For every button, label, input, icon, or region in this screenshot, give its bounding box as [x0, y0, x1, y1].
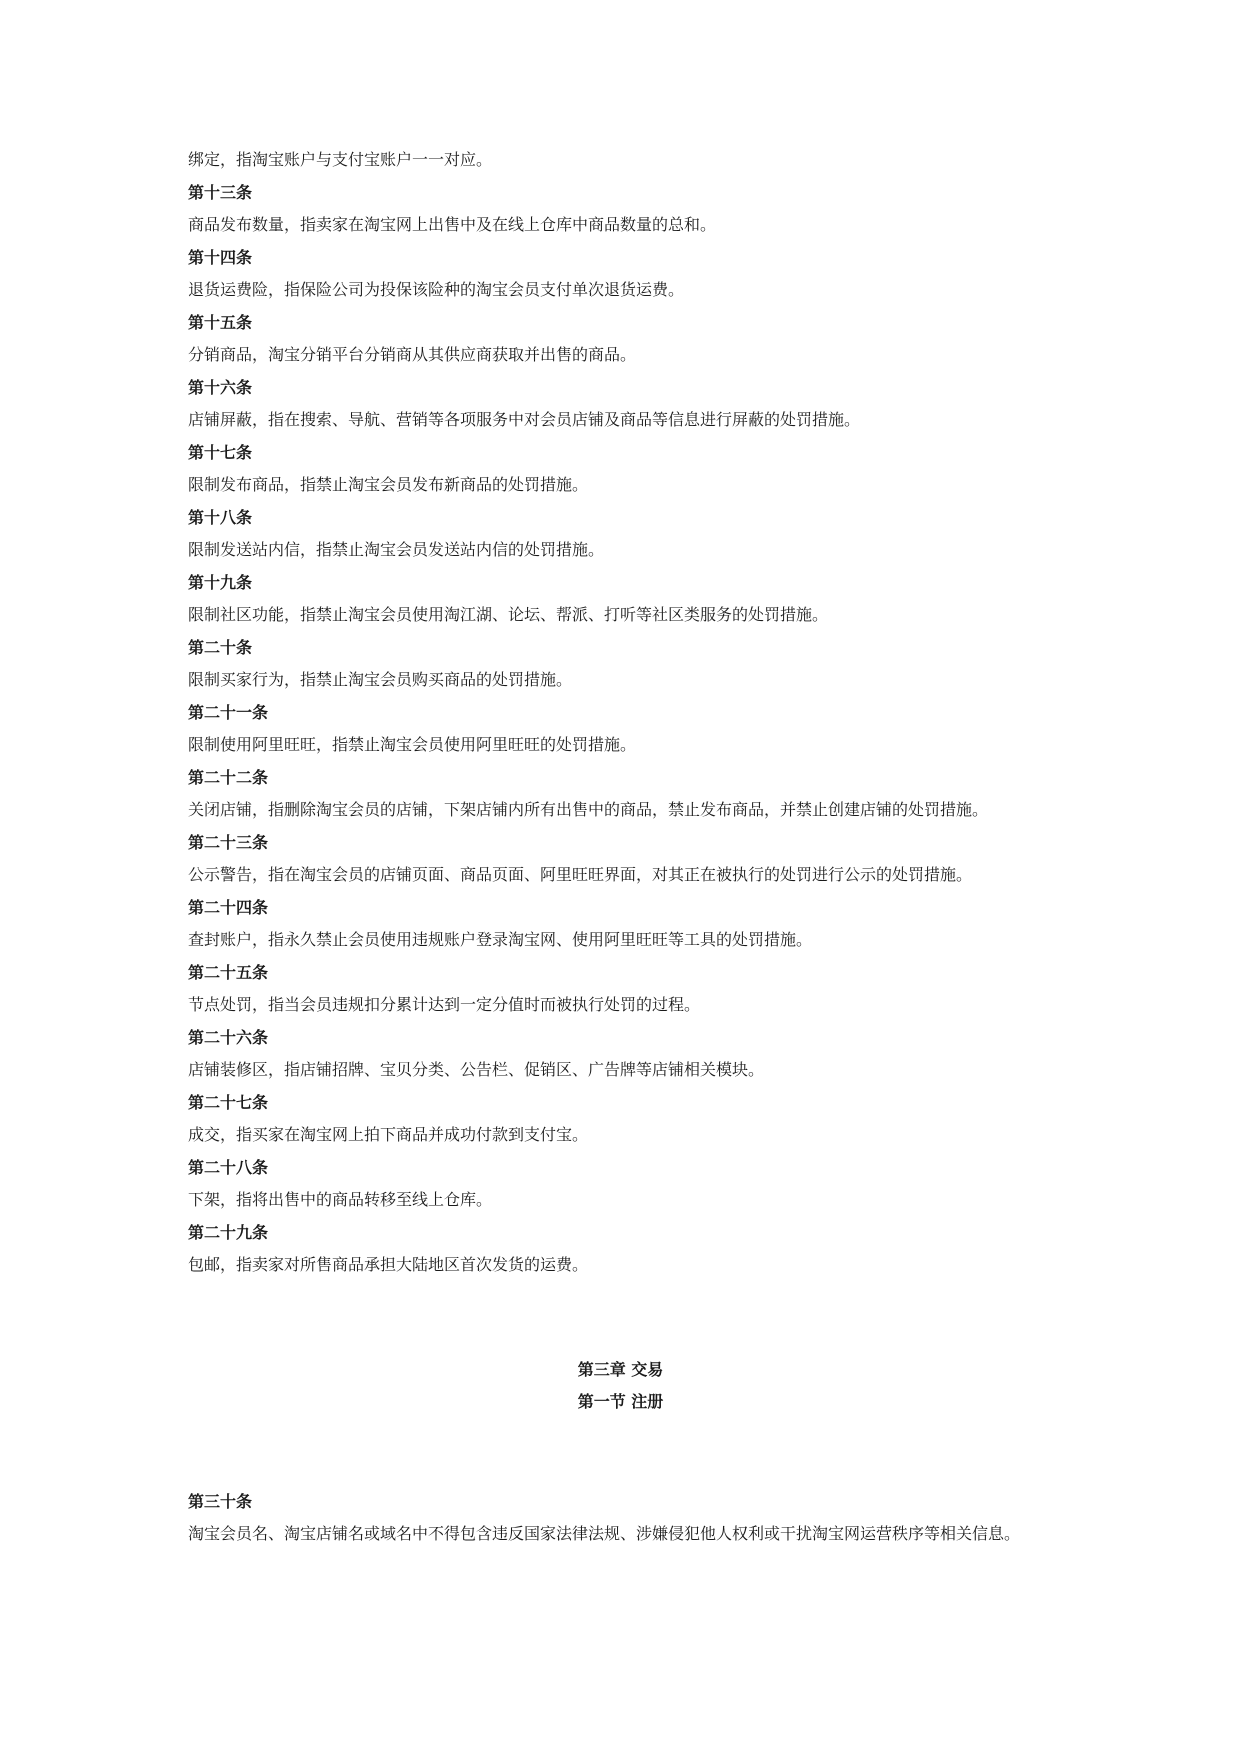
article-text: 查封账户，指永久禁止会员使用违规账户登录淘宝网、使用阿里旺旺等工具的处罚措施。	[188, 930, 813, 949]
article-text: 商品发布数量，指卖家在淘宝网上出售中及在线上仓库中商品数量的总和。	[188, 215, 717, 234]
article-heading: 第十五条	[188, 312, 253, 332]
article-text: 店铺屏蔽，指在搜索、导航、营销等各项服务中对会员店铺及商品等信息进行屏蔽的处罚措施。	[188, 410, 861, 429]
article-heading: 第十三条	[188, 182, 253, 202]
article-text: 下架，指将出售中的商品转移至线上仓库。	[188, 1190, 493, 1209]
article-heading: 第二十一条	[188, 702, 269, 722]
article-text: 限制社区功能，指禁止淘宝会员使用淘江湖、论坛、帮派、打听等社区类服务的处罚措施。	[188, 605, 829, 624]
article-heading: 第十七条	[188, 442, 253, 462]
article-text: 公示警告，指在淘宝会员的店铺页面、商品页面、阿里旺旺界面，对其正在被执行的处罚进行公示的处罚措施。	[188, 865, 973, 884]
article-text: 节点处罚，指当会员违规扣分累计达到一定分值时而被执行处罚的过程。	[188, 995, 701, 1014]
article-text: 包邮，指卖家对所售商品承担大陆地区首次发货的运费。	[188, 1255, 589, 1274]
article-heading: 第二十七条	[188, 1092, 269, 1112]
article-heading: 第二十五条	[188, 962, 269, 982]
article-heading: 第二十二条	[188, 767, 269, 787]
article-text: 绑定，指淘宝账户与支付宝账户一一对应。	[188, 150, 493, 169]
article-heading: 第二十三条	[188, 832, 269, 852]
article-text: 限制买家行为，指禁止淘宝会员购买商品的处罚措施。	[188, 670, 573, 689]
article-text: 分销商品，淘宝分销平台分销商从其供应商获取并出售的商品。	[188, 345, 637, 364]
article-heading: 第十八条	[188, 507, 253, 527]
article-text: 店铺装修区，指店铺招牌、宝贝分类、公告栏、促销区、广告牌等店铺相关模块。	[188, 1060, 765, 1079]
article-text: 成交，指买家在淘宝网上拍下商品并成功付款到支付宝。	[188, 1125, 589, 1144]
article-heading: 第二十六条	[188, 1027, 269, 1047]
document-body	[188, 150, 1088, 1288]
article-heading: 第二十条	[188, 637, 253, 657]
article-text: 退货运费险，指保险公司为投保该险种的淘宝会员支付单次退货运费。	[188, 280, 685, 299]
article-text: 限制发布商品，指禁止淘宝会员发布新商品的处罚措施。	[188, 475, 589, 494]
section-title: 第一节 注册	[577, 1392, 664, 1411]
article-text: 关闭店铺，指删除淘宝会员的店铺，下架店铺内所有出售中的商品，禁止发布商品，并禁止创建店铺的处罚措施。	[188, 800, 989, 819]
article-text: 限制发送站内信，指禁止淘宝会员发送站内信的处罚措施。	[188, 540, 605, 559]
article-heading: 第二十四条	[188, 897, 269, 917]
article-heading: 第二十八条	[188, 1157, 269, 1177]
article-text: 限制使用阿里旺旺，指禁止淘宝会员使用阿里旺旺的处罚措施。	[188, 735, 637, 754]
article-heading: 第十九条	[188, 572, 253, 592]
article-heading: 第十四条	[188, 247, 253, 267]
chapter-title: 第三章 交易	[577, 1360, 664, 1379]
article-heading: 第三十条	[188, 1492, 253, 1511]
article-heading: 第二十九条	[188, 1222, 269, 1242]
article-text: 淘宝会员名、淘宝店铺名或域名中不得包含违反国家法律法规、涉嫌侵犯他人权利或干扰淘宝网运营秩序等相关信息。	[188, 1524, 1021, 1543]
article-heading: 第十六条	[188, 377, 253, 397]
